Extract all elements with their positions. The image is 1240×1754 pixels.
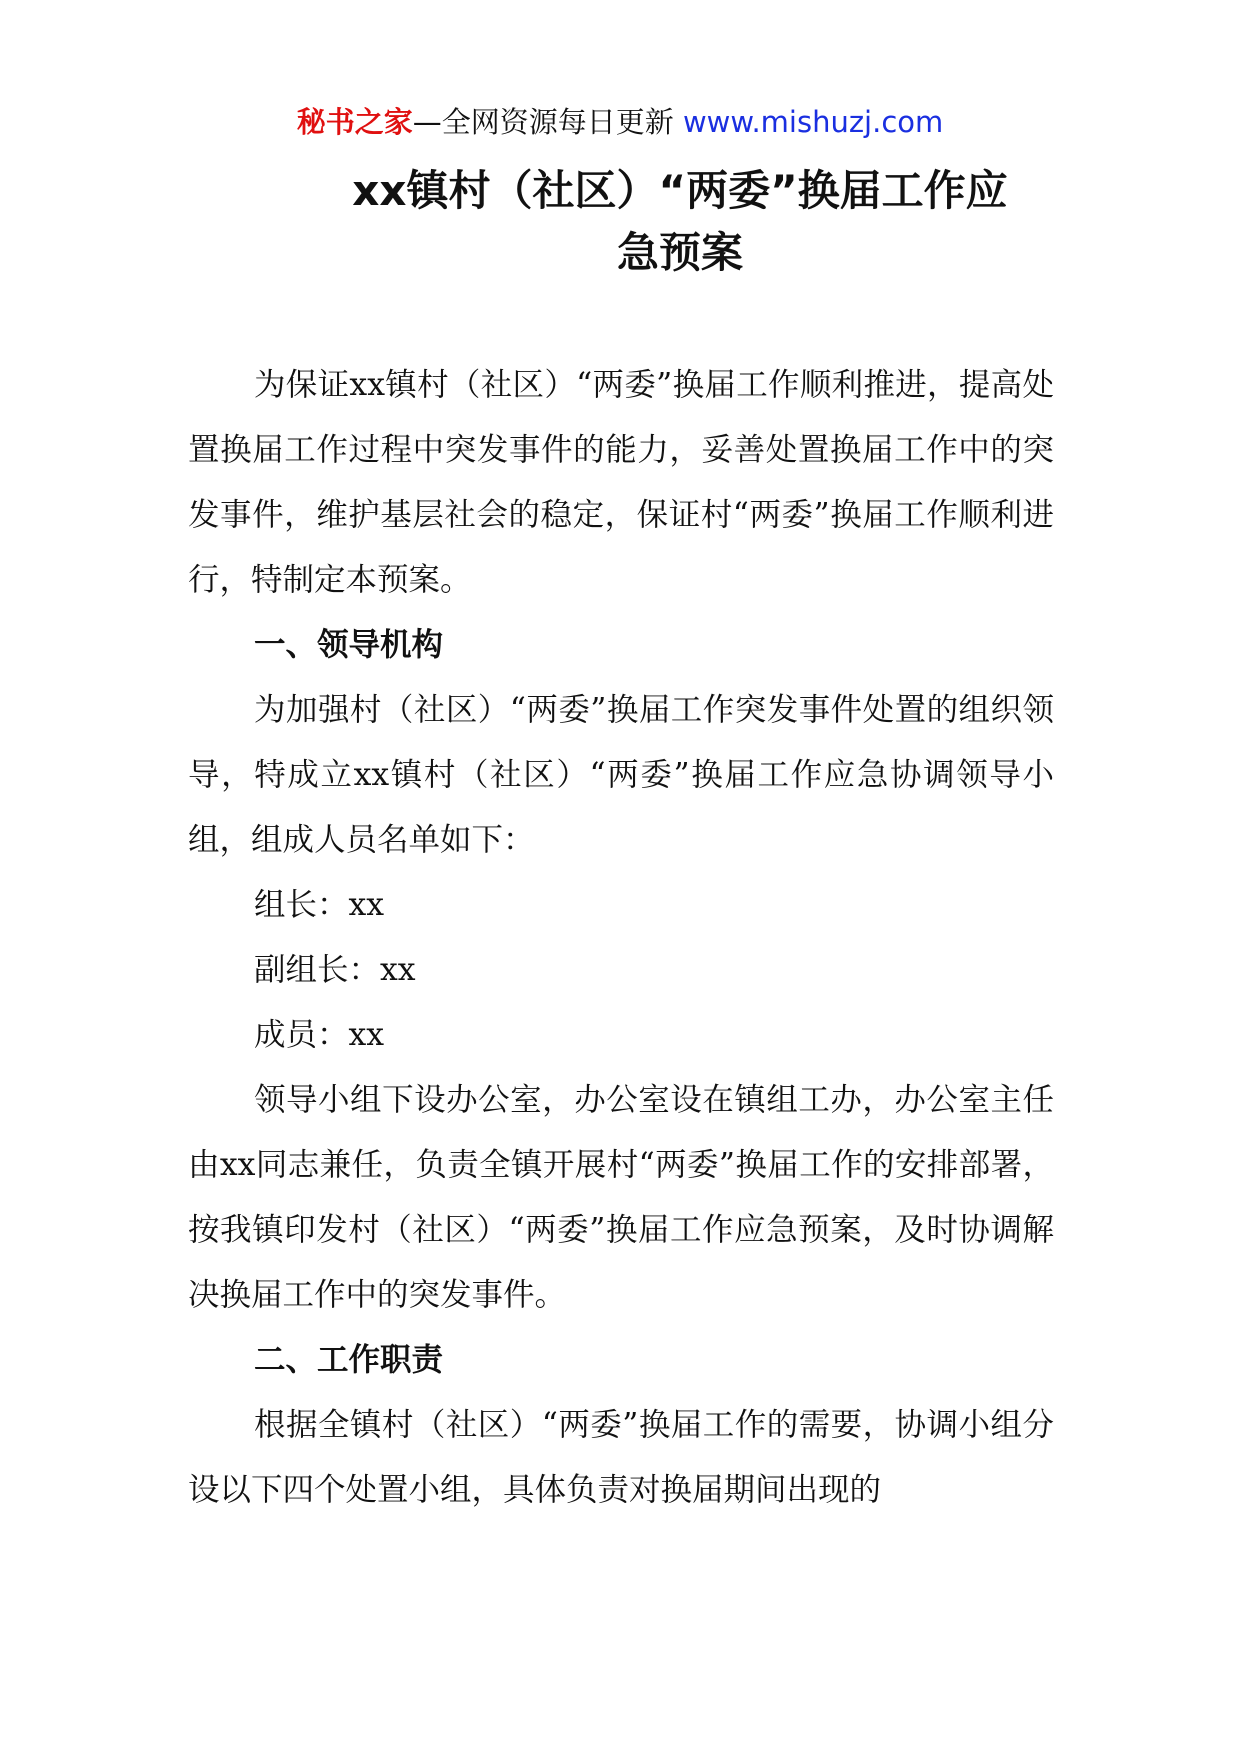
brand-name: 秘书之家 [296, 105, 413, 139]
section-2-paragraph: 根据全镇村（社区）“两委”换届工作的需要，协调小组分设以下四个处置小组，具体负责对换届期间出现的 [188, 1407, 1054, 1508]
deputy-leader-line: 副组长：xx [254, 952, 416, 988]
title-line-1: xx镇村（社区）“两委”换届工作应 [352, 166, 1008, 215]
section-1-heading: 一、领导机构 [254, 627, 444, 663]
document-title [290, 160, 1070, 284]
section-2-heading: 二、工作职责 [254, 1342, 444, 1378]
members-line: 成员：xx [254, 1017, 385, 1053]
intro-paragraph: 为保证xx镇村（社区）“两委”换届工作顺利推进，提高处置换届工作过程中突发事件的能力，妥善处置换届工作中的突发事件，维护基层社会的稳定，保证村“两委”换届工作顺利进行，特制定本预案。 [188, 367, 1054, 598]
site-url-link[interactable]: www.mishuzj.com [682, 105, 944, 139]
section-1-paragraph: 为加强村（社区）“两委”换届工作突发事件处置的组织领导，特成立xx镇村（社区）“两委”换届工作应急协调领导小组，组成人员名单如下： [188, 692, 1054, 858]
office-paragraph: 领导小组下设办公室，办公室设在镇组工办，办公室主任由xx同志兼任，负责全镇开展村“两委”换届工作的安排部署，按我镇印发村（社区）“两委”换届工作应急预案，及时协调解决换届工作中的突发事件。 [188, 1082, 1054, 1313]
site-banner [0, 102, 1240, 142]
document-body [188, 353, 1054, 1523]
leader-line: 组长：xx [254, 887, 385, 923]
title-line-2: 急预案 [616, 228, 743, 277]
banner-tagline: —全网资源每日更新 [412, 105, 674, 139]
